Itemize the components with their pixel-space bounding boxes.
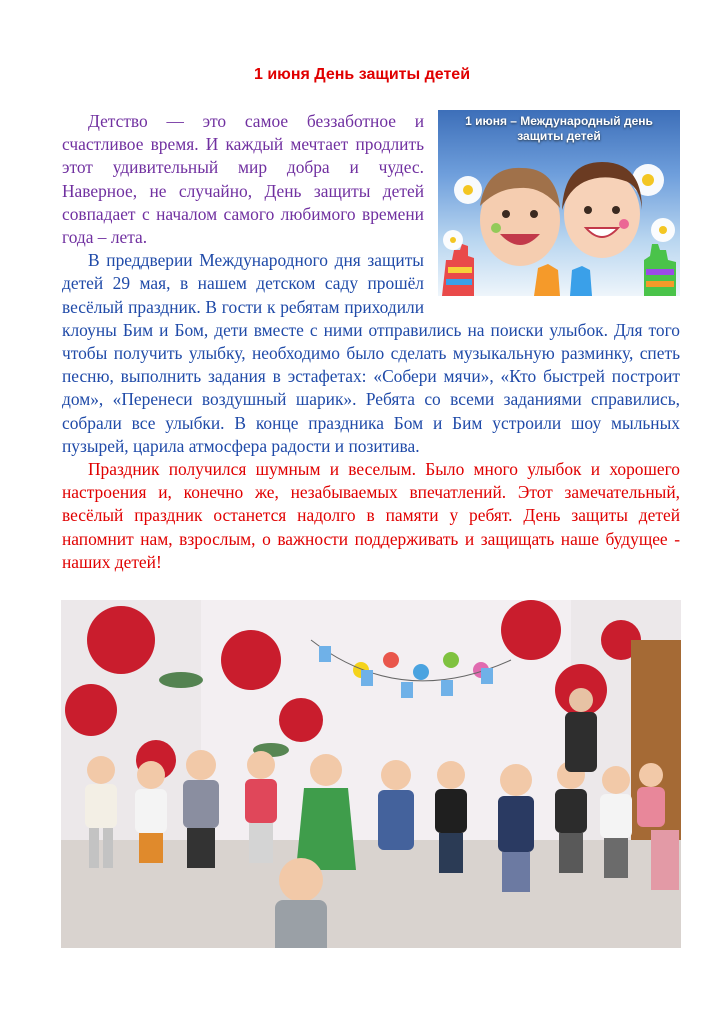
event-photo	[61, 600, 681, 948]
children-dancing-photo	[61, 600, 681, 948]
paragraph-1: Детство — это самое беззаботное и счастливое время. И каждый мечтает продлить этот удивительный мир добра и чудес. Наверное, не случайно, День защиты детей совпадает с началом самого любимого времени года – лета.	[62, 111, 424, 248]
paragraph-3: Праздник получился шумным и веселым. Было много улыбок и хорошего настроения и, конечно же, незабываемых впечатлений. Этот замечательный, весёлый праздник останется надолго в памяти у ребят. День защиты детей напомнит нам, взрослым, о важности поддерживать и защищать наше будущее - наших детей!	[62, 459, 680, 572]
page-title: 1 июня День защиты детей	[253, 66, 471, 83]
image-banner: 1 июня – Международный день защиты детей	[465, 114, 653, 143]
article-body	[62, 110, 680, 574]
paragraph-2: В преддверии Международного дня защиты детей 29 мая, в нашем детском саду прошёл весёлый праздник. В гости к ребятам приходили клоуны Бим и Бом, дети вместе с ними отправились на поиски улыбок. Для того чтобы получить улыбку, необходимо было сделать музыкальную разминку, спеть песню, выполнить задания в эстафетах: «Собери мячи», «Кто быстрей построит дом», «Перенеси воздушный шарик». Ребята со всеми заданиями справились, собрали все улыбки. В конце праздника Бом и Бим устроили шоу мыльных пузырей, царила атмосфера радости и позитива.	[62, 250, 680, 456]
header-illustration	[438, 110, 680, 296]
